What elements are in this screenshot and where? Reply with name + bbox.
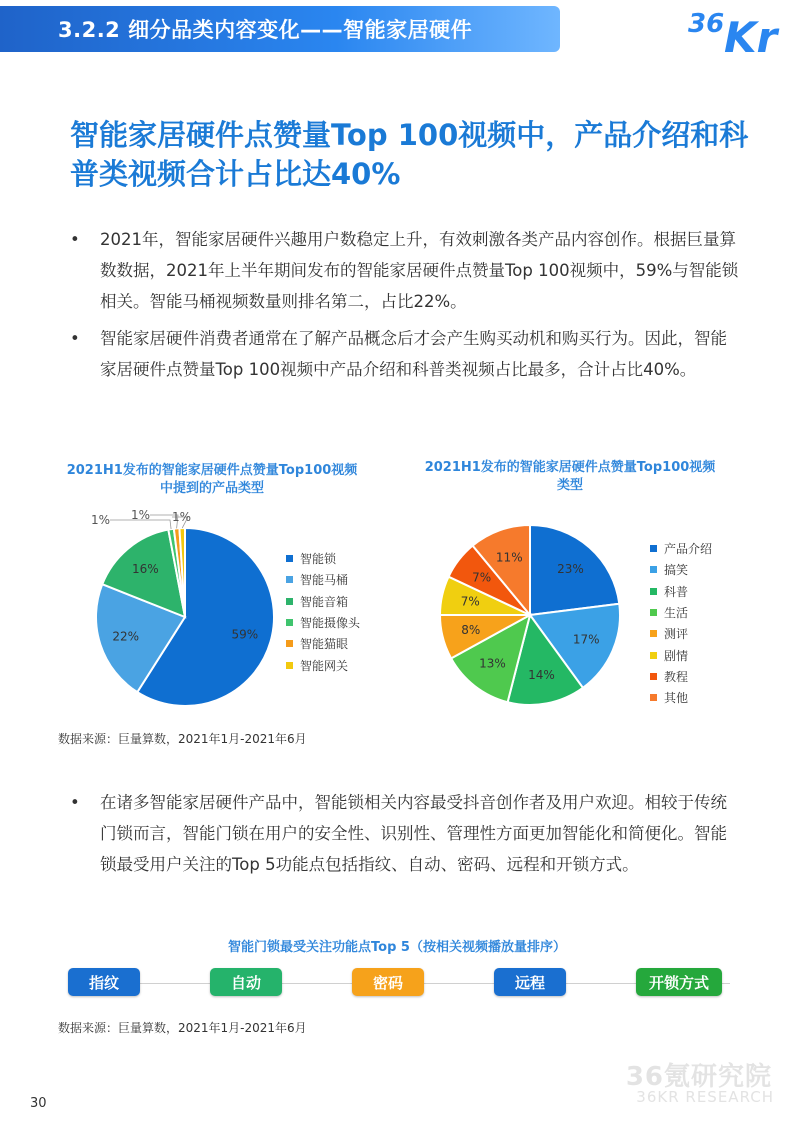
chart2-legend (650, 538, 712, 708)
legend-label: 智能猫眼 (300, 637, 349, 652)
36kr-logo (680, 0, 790, 54)
legend-item (286, 591, 360, 612)
header-bar (0, 0, 794, 54)
features-title: 智能门锁最受关注功能点Top 5（按相关视频播放量排序） (228, 940, 566, 955)
bullet-dot: • (70, 230, 80, 249)
legend-item (286, 654, 360, 675)
chart2-title: 2021H1发布的智能家居硬件点赞量Top100视频类型 (424, 460, 716, 493)
bullet-dot: • (70, 329, 80, 348)
feature-fingerprint: 指纹 (68, 968, 140, 996)
legend-swatch (650, 694, 657, 701)
slice-label-2: 22% (112, 629, 140, 644)
data-source-note-2: 数据来源：巨量算数，2021年1月-2021年6月 (58, 1021, 307, 1035)
legend-swatch (286, 576, 293, 583)
legend-label: 生活 (664, 606, 689, 621)
legend-swatch (650, 588, 657, 595)
bullet-text: 2021年，智能家居硬件兴趣用户数稳定上升，有效刺激各类产品内容创作。根据巨量算数数据，2021年上半年期间发布的智能家居硬件点赞量Top 100视频中，59%与智能锁相关。智能马桶视频数量则排名第二，占比22%。 (100, 230, 739, 311)
svg-text:36: 36 (688, 9, 725, 39)
bullet-item (70, 224, 740, 317)
legend-label: 教程 (664, 669, 689, 684)
feature-unlock-method: 开锁方式 (636, 968, 722, 996)
legend-item (650, 581, 712, 602)
legend-item (650, 559, 712, 580)
main-title: 智能家居硬件点赞量Top 100视频中，产品介绍和科普类视频合计占比达40% (70, 118, 749, 191)
legend-swatch (286, 555, 293, 562)
legend-label: 智能锁 (300, 552, 337, 567)
slice-label-4: 13% (479, 656, 506, 671)
legend-item (286, 569, 360, 590)
legend-item (650, 666, 712, 687)
legend-label: 搞笑 (664, 563, 689, 578)
pie-chart-product-types (70, 500, 290, 725)
legend-item (650, 644, 712, 665)
legend-label: 科普 (664, 584, 689, 599)
legend-item (286, 612, 360, 633)
legend-item (286, 633, 360, 654)
slice-label-3: 16% (131, 561, 159, 576)
legend-label: 其他 (664, 691, 689, 706)
legend-label: 智能音箱 (300, 594, 349, 609)
slice-label-3: 14% (528, 668, 555, 683)
legend-label: 产品介绍 (664, 542, 713, 557)
legend-swatch (650, 630, 657, 637)
slice-label-4: 1% (90, 513, 110, 527)
bullet-text: 智能家居硬件消费者通常在了解产品概念后才会产生购买动机和购买行为。因此，智能家居硬件点赞量Top 100视频中产品介绍和科普类视频占比最多，合计占比40%。 (100, 329, 727, 379)
svg-text:Kr: Kr (724, 13, 778, 54)
bullet-item (70, 787, 740, 880)
legend-swatch (650, 545, 657, 552)
legend-label: 智能网关 (300, 658, 349, 673)
slice-label-1: 23% (557, 562, 584, 577)
bullet-text: 在诸多智能家居硬件产品中，智能锁相关内容最受抖音创作者及用户欢迎。相较于传统门锁而言，智能门锁在用户的安全性、识别性、管理性方面更加智能化和简便化。智能锁最受用户关注的Top 5功能点包括指纹、自动、密码、远程和开锁方式。 (100, 793, 727, 874)
page-number: 30 (30, 1096, 47, 1111)
section-title: 3.2.2 细分品类内容变化——智能家居硬件 (58, 18, 473, 42)
legend-swatch (286, 619, 293, 626)
slice-label-2: 17% (572, 632, 600, 647)
bullet-item (70, 323, 740, 385)
legend-swatch (650, 609, 657, 616)
legend-label: 智能马桶 (300, 573, 349, 588)
chart1-legend (286, 548, 360, 676)
watermark-en: 36KR RESEARCH (636, 1088, 774, 1106)
legend-item (650, 602, 712, 623)
feature-auto: 自动 (210, 968, 282, 996)
bullet-list-top (70, 224, 740, 391)
slice-label-6: 1% (172, 510, 192, 524)
feature-password: 密码 (352, 968, 424, 996)
legend-swatch (286, 662, 293, 669)
legend-swatch (286, 640, 293, 647)
legend-label: 测评 (664, 627, 689, 642)
slice-label-5: 1% (130, 508, 150, 522)
legend-item (650, 623, 712, 644)
chart1-title: 2021H1发布的智能家居硬件点赞量Top100视频中提到的产品类型 (66, 463, 358, 496)
legend-label: 智能摄像头 (300, 616, 361, 631)
bullet-list-bottom (70, 787, 740, 886)
legend-item (286, 548, 360, 569)
watermark-cn: 36氪研究院 (625, 1062, 772, 1092)
data-source-note: 数据来源：巨量算数，2021年1月-2021年6月 (58, 732, 307, 746)
feature-remote: 远程 (494, 968, 566, 996)
slice-label-5: 8% (461, 623, 481, 638)
slice-label-7: 7% (472, 570, 492, 585)
legend-swatch (650, 566, 657, 573)
legend-swatch (650, 652, 657, 659)
slice-label-6: 7% (460, 594, 480, 609)
legend-label: 剧情 (664, 648, 689, 663)
bullet-dot: • (70, 793, 80, 812)
legend-item (650, 687, 712, 708)
pie-chart-video-types (420, 510, 640, 730)
legend-swatch (650, 673, 657, 680)
slice-label-8: 11% (495, 550, 523, 565)
slice-label-1: 59% (231, 627, 259, 642)
legend-swatch (286, 598, 293, 605)
legend-item (650, 538, 712, 559)
